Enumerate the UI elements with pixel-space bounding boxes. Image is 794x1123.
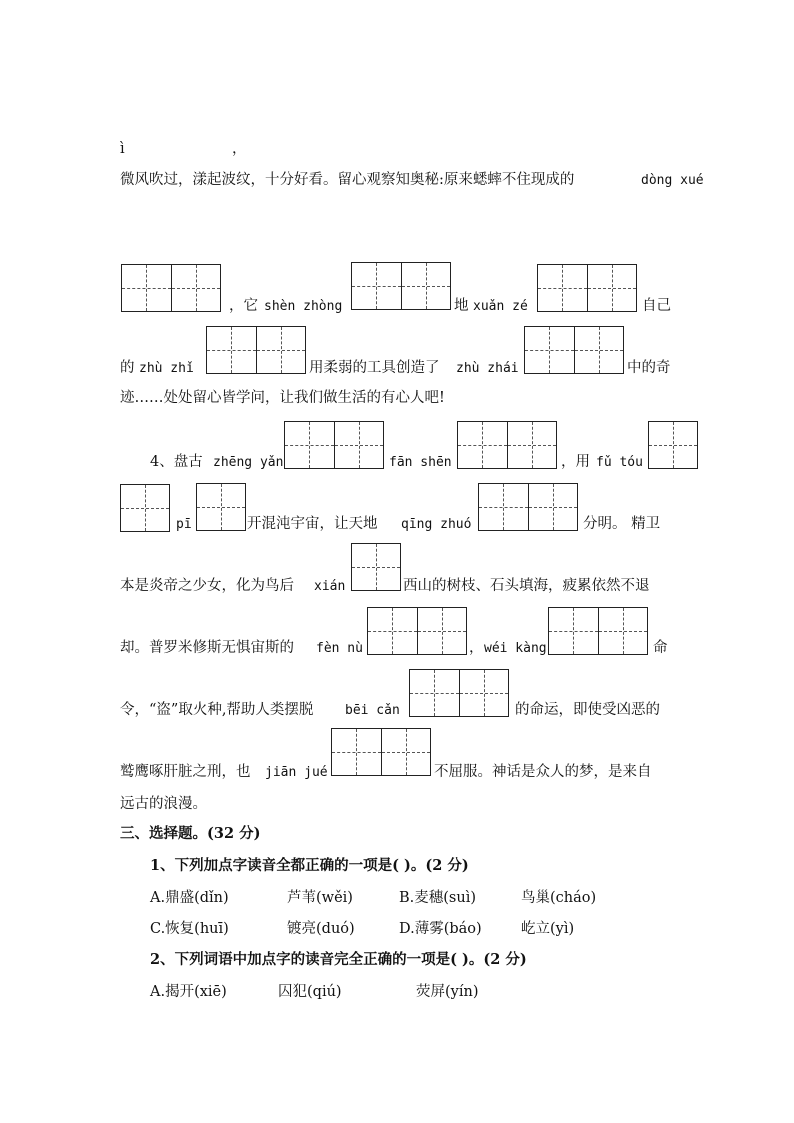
text-fragment: ， [232,141,247,157]
passage-line: 迹……处处留心皆学问，让我们做生活的有心人吧! [120,390,445,406]
answer-box-beican[interactable] [409,669,509,717]
answer-box-zhengyan[interactable] [284,421,384,469]
text-fragment: 自己 [642,298,671,314]
text-fragment: 本是炎帝之少女，化为鸟后 [120,578,294,594]
pinyin-label: zhēng yǎn [213,455,284,470]
answer-box-shenzhong[interactable] [351,262,451,310]
text-fragment: ， [469,640,484,656]
pinyin-label: dòng xué [641,173,704,188]
section-heading: 三、选择题。(32 分) [120,825,261,842]
answer-box-zhuzhi[interactable] [206,326,306,374]
option-a[interactable]: A.鼎盛(dǐn) [150,890,229,906]
pinyin-label: fān shēn [389,455,452,470]
option-b[interactable]: B.麦穗(suì) [399,890,476,906]
text-fragment: ，用 [561,454,590,470]
option-c[interactable]: C.恢复(huī) [150,921,229,937]
text-fragment: 地 [454,298,469,314]
answer-box-fennu[interactable] [367,607,467,655]
text-fragment: 的 [120,360,135,376]
option-b-word2: 鸟巢(cháo) [521,890,597,906]
option-a[interactable]: A.揭开(xiē) [150,984,227,1000]
answer-box-futou-1[interactable] [648,421,698,469]
pinyin-label: pī [176,517,192,532]
answer-box-zhuzhai[interactable] [524,326,624,374]
answer-box-xian[interactable] [351,543,401,591]
pinyin-label: zhù zhái [456,361,519,376]
text-fragment: ì [120,141,125,157]
question-number: 4、盘古 [150,454,203,470]
pinyin-label: zhù zhǐ [139,361,194,376]
text-fragment: 的命运，即使受凶恶的 [515,702,660,718]
text-fragment: 西山的树枝、石头填海，疲累依然不退 [403,578,650,594]
text-fragment: 鹫鹰啄肝脏之刑，也 [120,764,251,780]
option-c-word2: 镀亮(duó) [287,921,355,937]
answer-box-fanshen[interactable] [457,421,557,469]
text-fragment: 令，“盗”取火种,帮助人类摆脱 [120,702,314,718]
pinyin-label: wéi kàng [484,641,547,656]
pinyin-label: bēi cǎn [345,703,400,718]
option-a-word2: 芦苇(wěi) [287,890,353,906]
text-fragment: 开混沌宇宙，让天地 [247,516,378,532]
pinyin-label: xuǎn zé [473,299,528,314]
text-fragment: 不屈服。神话是众人的梦，是来自 [434,764,652,780]
pinyin-label: fǔ tóu [596,455,643,470]
answer-box-pi[interactable] [196,483,246,531]
pinyin-label: fèn nù [316,641,363,656]
text-fragment: 用柔弱的工具创造了 [309,360,440,376]
text-fragment: ，它 [229,298,258,314]
pinyin-label: xián [314,579,346,594]
option-d-word2: 屹立(yì) [521,921,575,937]
option-a-word3: 荧屏(yín) [416,984,479,1000]
pinyin-label: shèn zhòng [264,299,343,314]
answer-box-xuanze[interactable] [537,264,637,312]
answer-box-jianjue[interactable] [331,728,431,776]
option-a-word2: 囚犯(qiú) [278,984,342,1000]
pinyin-label: qīng zhuó [401,517,472,532]
answer-box-qingzhuo[interactable] [478,483,578,531]
option-d[interactable]: D.薄雾(báo) [399,921,482,937]
answer-box-weikang[interactable] [548,607,648,655]
answer-box-futou-2[interactable] [120,484,170,532]
text-fragment: 却。普罗米修斯无惧宙斯的 [120,640,294,656]
answer-box-dongxue[interactable] [121,264,221,312]
question-1: 1、下列加点字读音全都正确的一项是( )。(2 分) [150,857,469,874]
pinyin-label: jiān jué [265,765,328,780]
text-fragment: 分明。 精卫 [583,516,661,532]
text-fragment: 命 [653,640,668,656]
passage-line: 微风吹过，漾起波纹，十分好看。留心观察知奥秘:原来蟋蟀不住现成的 [120,172,575,188]
question-2: 2、下列词语中加点字的读音完全正确的一项是( )。(2 分) [150,951,527,968]
passage-line: 远古的浪漫。 [120,796,207,812]
text-fragment: 中的奇 [627,360,671,376]
